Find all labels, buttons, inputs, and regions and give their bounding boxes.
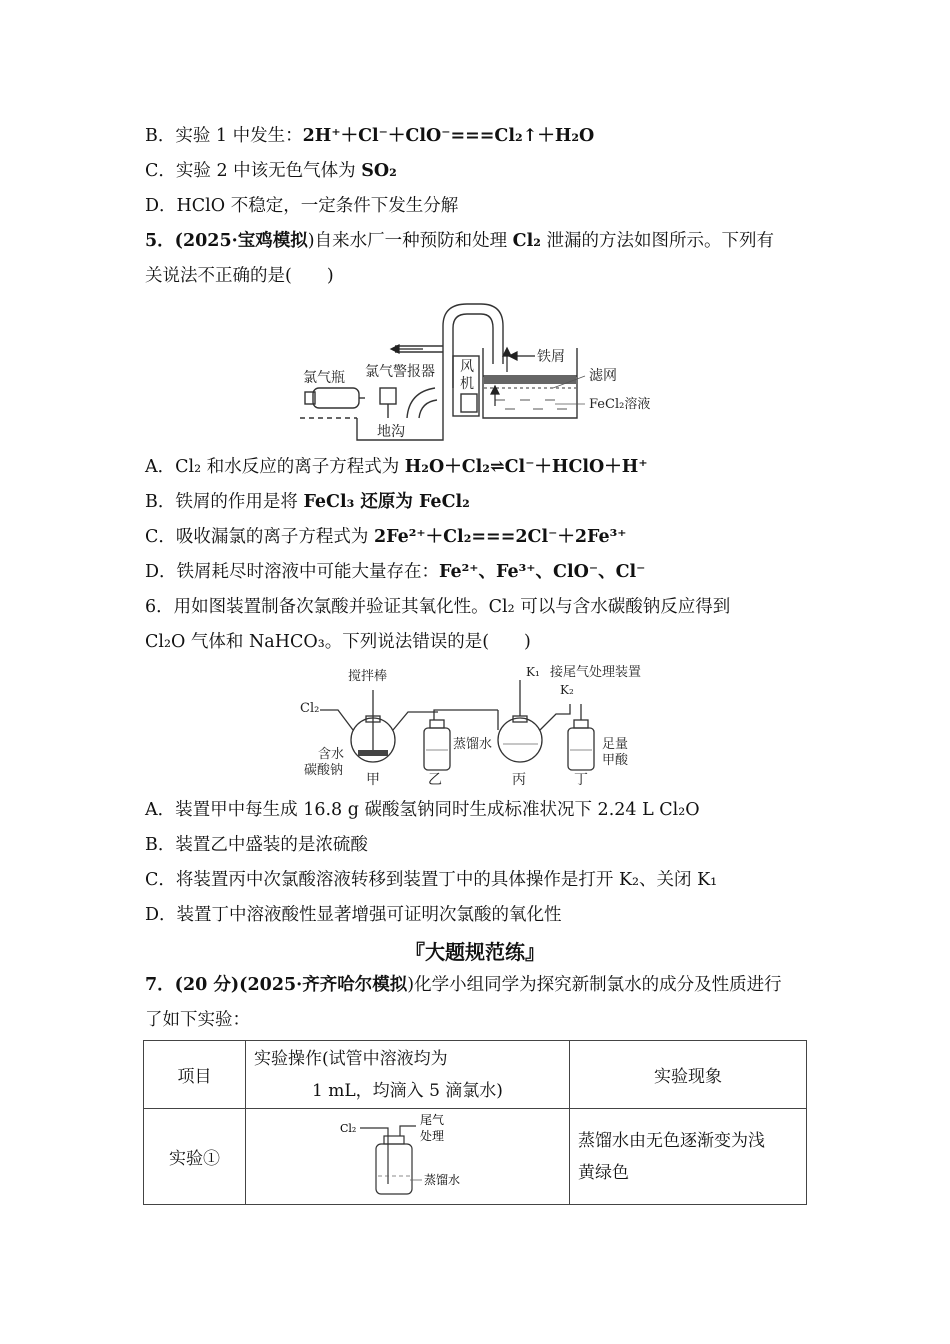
q6-option-a: A．装置甲中每生成 16.8 g 碳酸氢钠同时生成标准状况下 2.24 L Cl₂O (145, 800, 700, 820)
q4-option-b-equation: 2H⁺＋Cl⁻＋ClO⁻===Cl₂↑＋H₂O (302, 126, 595, 146)
row1-operation (246, 1109, 570, 1205)
q5-stem-line1 (145, 229, 774, 253)
table-header-row (144, 1041, 807, 1109)
header-item: 项目 (144, 1041, 246, 1109)
q5-option-b (145, 490, 470, 514)
q5-option-a-label: A．Cl₂ 和水反应的离子方程式为 (145, 457, 405, 477)
q5-option-c (145, 525, 627, 549)
header-operation-line2: 1 mL，均滴入 5 滴氯水) (312, 1080, 503, 1101)
q7-stem-line2: 了如下实验： (145, 1010, 250, 1030)
label-alarm: 氯气警报器 (365, 364, 435, 380)
q4-option-b-label: B．实验 1 中发生： (145, 126, 303, 146)
fig-cl2: Cl₂ (339, 1122, 356, 1135)
q5-option-a-equation: H₂O＋Cl₂⇌Cl⁻＋HClO＋H⁺ (404, 457, 648, 477)
label-hydrous-2: 碳酸钠 (304, 763, 344, 778)
fig-water: 蒸馏水 (423, 1173, 460, 1187)
bottle-yi-shape (424, 728, 450, 770)
row1-apparatus (338, 1110, 478, 1198)
q4-option-c-label: C．实验 2 中该无色气体为 (145, 161, 362, 181)
q5-option-d-label: D．铁屑耗尽时溶液中可能大量存在： (145, 562, 440, 582)
header-operation-line1: 实验操作(试管中溶液均为 (254, 1048, 448, 1069)
q5-option-c-equation: 2Fe²⁺＋Cl₂===2Cl⁻＋2Fe³⁺ (373, 527, 627, 547)
flask-bing-shape (498, 718, 542, 762)
label-solution: FeCl₂溶液 (589, 397, 651, 412)
fig-tail-1: 尾气 (419, 1113, 444, 1127)
label-iron: 铁屑 (537, 349, 565, 365)
q4-option-b (145, 124, 594, 148)
q6-option-d: D．装置丁中溶液酸性显著增强可证明次氯酸的氧化性 (145, 905, 562, 925)
label-tail-gas: 接尾气处理装置 (550, 665, 642, 680)
label-ditch: 地沟 (377, 424, 405, 440)
q4-option-c-formula: SO₂ (361, 161, 397, 181)
q5-figure (295, 296, 665, 446)
q7-stem-rest: )化学小组同学为探究新制氯水的成分及性质进行 (407, 975, 782, 995)
label-k2: K₂ (560, 683, 574, 697)
q5-stem-line2: 关说法不正确的是( ) (145, 266, 334, 286)
label-filter: 滤网 (589, 368, 617, 384)
experiment-table (143, 1040, 807, 1205)
label-fan-2: 机 (460, 376, 474, 392)
q5-option-b-label: B．铁屑的作用是将 (145, 492, 304, 512)
q6-stem-line1: 6．用如图装置制备次氯酸并验证其氧化性。Cl₂ 可以与含水碳酸钠反应得到 (145, 597, 731, 617)
header-phenomenon: 实验现象 (570, 1041, 807, 1109)
label-formic-1: 足量 (602, 737, 629, 752)
label-yi: 乙 (428, 772, 442, 788)
q5-option-d-ions: Fe²⁺、Fe³⁺、ClO⁻、Cl⁻ (439, 562, 646, 582)
label-cl2-inlet: Cl₂ (300, 701, 320, 716)
iron-filings-layer (484, 376, 576, 384)
label-ding: 丁 (574, 772, 588, 788)
label-hydrous-1: 含水 (318, 747, 345, 762)
label-formic-2: 甲酸 (602, 753, 629, 768)
label-bing: 丙 (512, 772, 526, 788)
label-stirrer: 搅拌棒 (348, 669, 388, 684)
label-jia: 甲 (366, 772, 380, 788)
label-distilled-water: 蒸馏水 (453, 737, 493, 752)
q6-option-c: C．将装置丙中次氯酸溶液转移到装置丁中的具体操作是打开 K₂、关闭 K₁ (145, 870, 718, 890)
q5-option-d (145, 560, 645, 584)
q5-number: 5．(2025· (145, 231, 238, 251)
q7-source: 齐齐哈尔模拟 (302, 975, 408, 995)
label-k1: K₁ (526, 665, 540, 679)
q7-stem-line1 (145, 973, 782, 997)
bottle-ding-shape (568, 728, 594, 770)
q5-option-c-label: C．吸收漏氯的离子方程式为 (145, 527, 374, 547)
section-title: 『大题规范练』 (405, 940, 545, 964)
row1-phenomenon-line2: 黄绿色 (578, 1162, 629, 1183)
label-fan-1: 风 (460, 359, 474, 375)
row1-phenomenon-line1: 蒸馏水由无色逐渐变为浅 (578, 1130, 765, 1151)
q5-stem-a: )自来水厂一种预防和处理 (307, 231, 513, 251)
q5-source: 宝鸡模拟 (237, 231, 308, 251)
row1-phenomenon (570, 1109, 807, 1205)
q7-number: 7．(20 分)(2025· (145, 975, 303, 995)
q5-option-b-equation: FeCl₃ 还原为 FeCl₂ (303, 492, 470, 512)
q4-option-d: D．HClO 不稳定，一定条件下发生分解 (145, 196, 459, 216)
q5-stem-c: 泄漏的方法如图所示。下列有 (540, 231, 774, 251)
q6-stem-line2: Cl₂O 气体和 NaHCO₃。下列说法错误的是( ) (145, 632, 531, 652)
q5-option-a (145, 455, 648, 479)
alarm-box-shape (380, 388, 396, 404)
fig-tail-2: 处理 (419, 1129, 444, 1143)
q4-option-c (145, 159, 397, 183)
chlorine-cylinder-shape (313, 388, 359, 408)
label-cylinder: 氯气瓶 (303, 370, 345, 386)
q6-figure (298, 660, 668, 790)
row1-item: 实验① (144, 1109, 246, 1205)
q5-stem-cl2: Cl₂ (512, 231, 541, 251)
table-row (144, 1109, 807, 1205)
header-operation (246, 1041, 570, 1109)
q6-option-b: B．装置乙中盛装的是浓硫酸 (145, 835, 368, 855)
